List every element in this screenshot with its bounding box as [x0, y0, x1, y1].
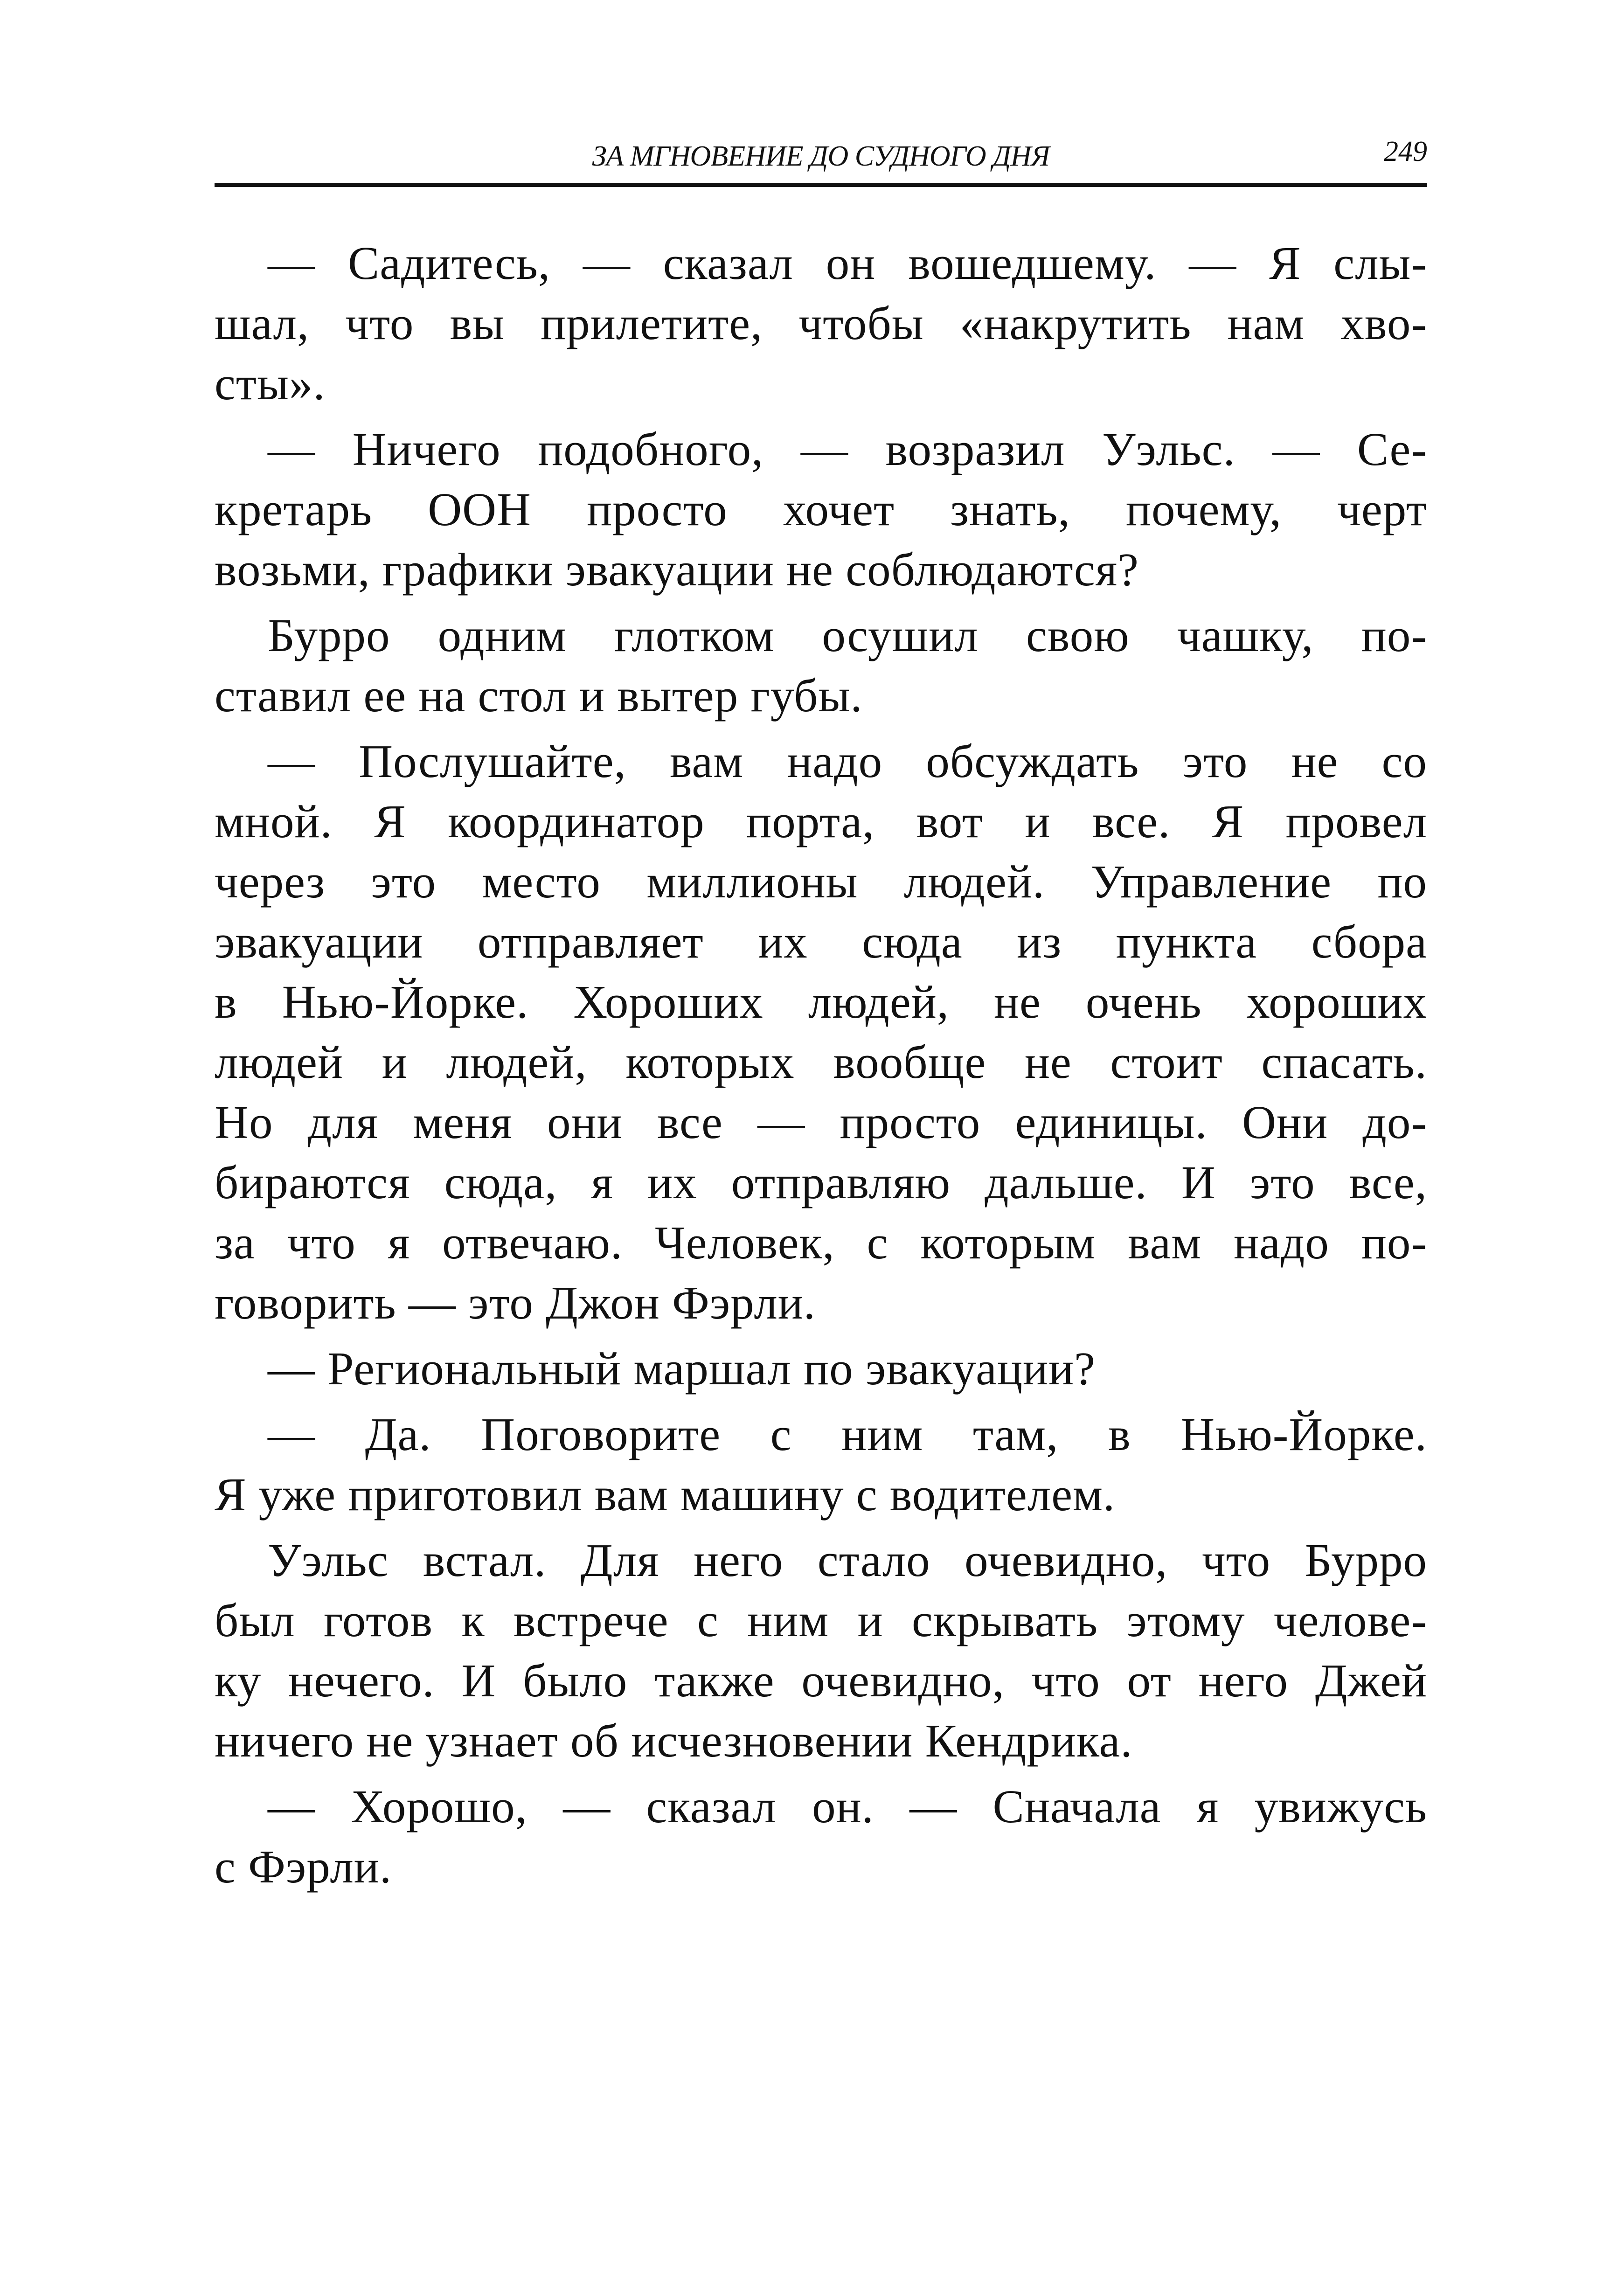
paragraph	[215, 731, 1427, 1333]
running-header	[215, 131, 1427, 191]
text-line: — Хорошо, — сказал он. — Сначала я увижусь	[268, 1780, 1427, 1833]
text-line: Но для меня они все — просто единицы. Они до-	[215, 1096, 1427, 1148]
text-line: бираются сюда, я их отправляю дальше. И это все,	[215, 1156, 1427, 1208]
text-line: в Нью-Йорке. Хороших людей, не очень хороших	[215, 976, 1427, 1028]
text-line: говорить — это Джон Фэрли.	[215, 1277, 816, 1329]
body-text	[215, 233, 1427, 1902]
paragraph	[215, 1777, 1427, 1897]
header-rule	[215, 183, 1427, 187]
text-line: был готов к встрече с ним и скрывать этому челове-	[215, 1594, 1427, 1646]
text-line: — Послушайте, вам надо обсуждать это не со	[268, 735, 1427, 787]
paragraph	[215, 233, 1427, 414]
text-line: ку нечего. И было также очевидно, что от него Джей	[215, 1654, 1427, 1707]
text-line: — Садитесь, — сказал он вошедшему. — Я слы-	[268, 237, 1427, 289]
page-number: 249	[1384, 136, 1427, 167]
text-line: Бурро одним глотком осушил свою чашку, по-	[268, 609, 1427, 661]
paragraph	[215, 1404, 1427, 1525]
paragraph	[215, 1530, 1427, 1771]
text-line: — Региональный маршал по эвакуации?	[268, 1342, 1096, 1395]
text-line: возьми, графики эвакуации не соблюдаются?	[215, 543, 1139, 596]
text-line: с Фэрли.	[215, 1840, 392, 1893]
paragraph	[215, 419, 1427, 600]
running-title: ЗА МГНОВЕНИЕ ДО СУДНОГО ДНЯ	[592, 140, 1050, 172]
text-line: — Ничего подобного, — возразил Уэльс. — Се-	[268, 423, 1427, 475]
text-line: — Да. Поговорите с ним там, в Нью-Йорке.	[268, 1408, 1427, 1460]
text-line: через это место миллионы людей. Управление по	[215, 855, 1427, 908]
text-line: Я уже приготовил вам машину с водителем.	[215, 1468, 1116, 1520]
text-line: ставил ее на стол и вытер губы.	[215, 669, 863, 722]
text-line: сты».	[215, 357, 326, 410]
text-line: мной. Я координатор порта, вот и все. Я провел	[215, 795, 1427, 847]
paragraph	[215, 605, 1427, 726]
text-line: кретарь ООН просто хочет знать, почему, черт	[215, 483, 1427, 535]
text-line: людей и людей, которых вообще не стоит спасать.	[215, 1036, 1427, 1088]
paragraph	[215, 1339, 1427, 1399]
text-line: шал, что вы прилетите, чтобы «накрутить нам хво-	[215, 297, 1427, 349]
text-line: эвакуации отправляет их сюда из пункта сбора	[215, 916, 1427, 968]
text-line: Уэльс встал. Для него стало очевидно, что Бурро	[268, 1534, 1427, 1586]
text-line: ничего не узнает об исчезновении Кендрика.	[215, 1715, 1133, 1767]
text-line: за что я отвечаю. Человек, с которым вам надо по-	[215, 1216, 1427, 1269]
